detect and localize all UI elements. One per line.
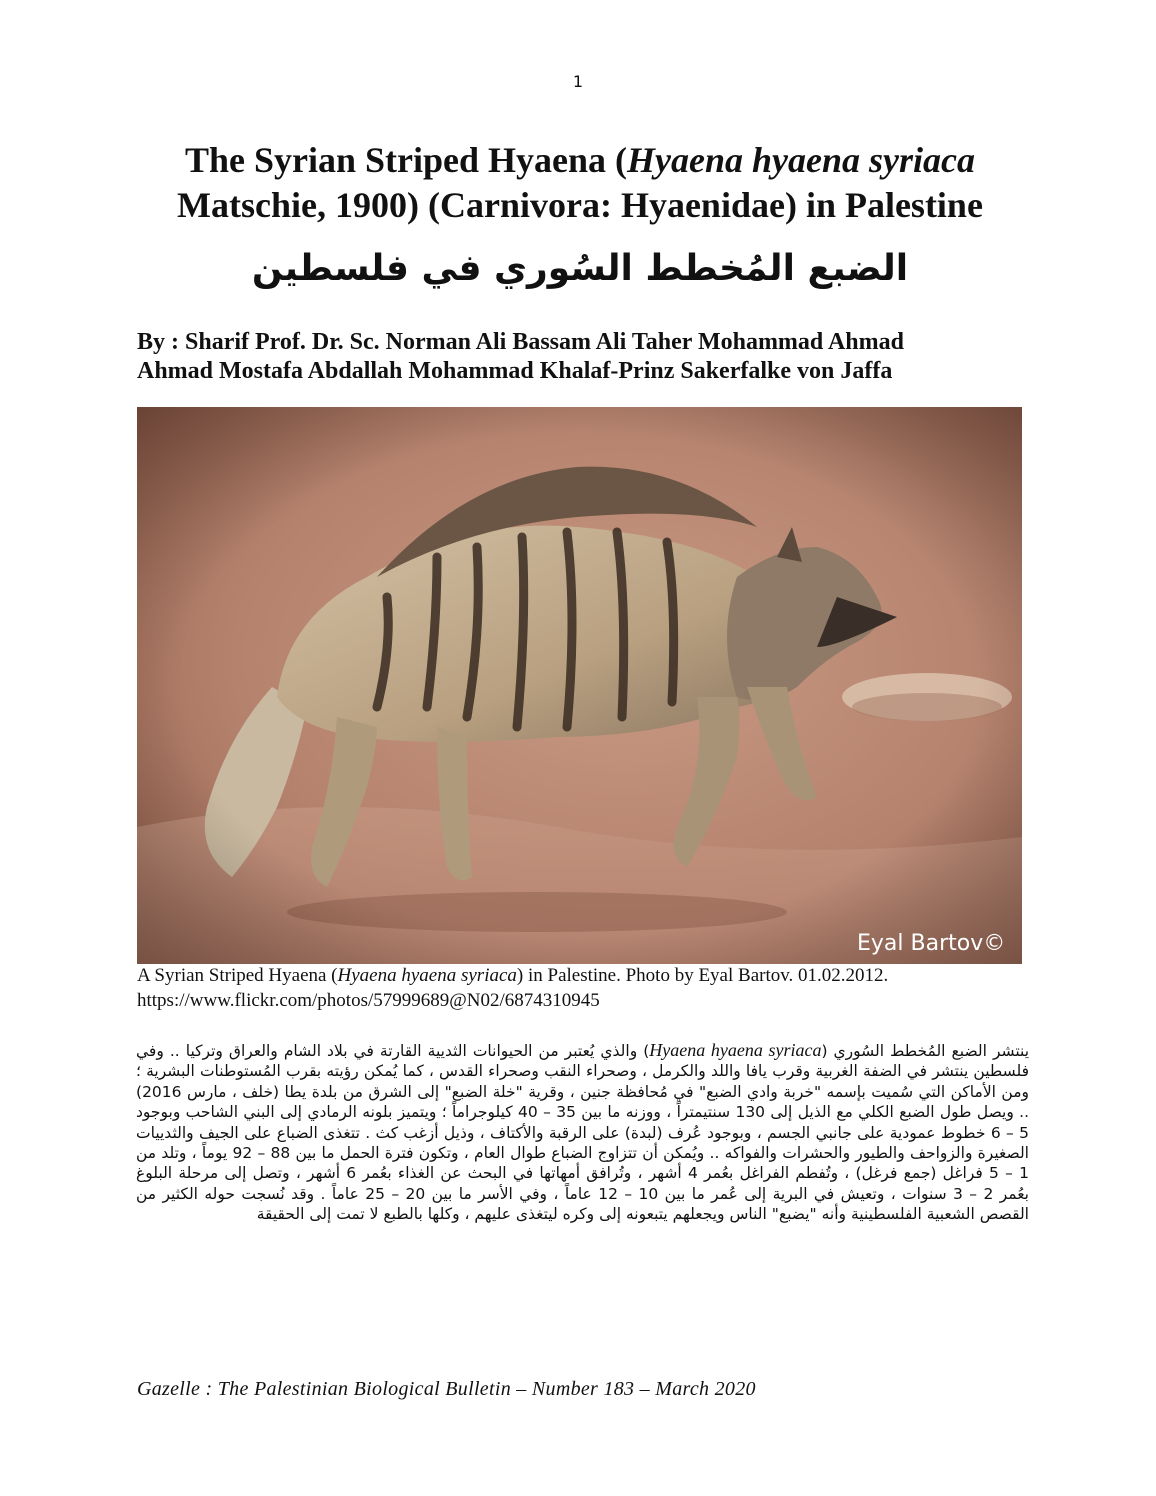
caption-post: ) in Palestine. Photo by Eyal Bartov. 01.02.2012. xyxy=(516,965,889,986)
photo-caption xyxy=(137,963,1027,1013)
caption-pre: A Syrian Striped Hyaena ( xyxy=(137,965,338,986)
body-lead: ينتشر الضبع المُخطط السُوري ( xyxy=(821,1042,1030,1060)
page-number: 1 xyxy=(572,72,584,91)
title-part1: The Syrian Striped Hyaena ( xyxy=(184,140,628,180)
photo-watermark: Eyal Bartov© xyxy=(857,931,1006,956)
caption-line1 xyxy=(137,963,1027,988)
byline xyxy=(137,328,1037,386)
hyaena-photo xyxy=(137,407,1022,964)
journal-footer: Gazelle : The Palestinian Biological Bulletin – Number 183 – March 2020 xyxy=(137,1378,756,1400)
caption-species: Hyaena hyaena syriaca xyxy=(337,965,517,986)
byline-line2: Ahmad Mostafa Abdallah Mohammad Khalaf-Prinz Sakerfalke von Jaffa xyxy=(137,358,893,384)
arabic-title: الضبع المُخطط السُوري في فلسطين xyxy=(251,248,909,289)
arabic-body-paragraph xyxy=(136,1040,1029,1225)
caption-url: https://www.flickr.com/photos/57999689@N02/6874310945 xyxy=(137,990,600,1011)
title-species: Hyaena hyaena syriaca xyxy=(627,140,975,180)
title-part2: Matschie, 1900) (Carnivora: Hyaenidae) in Palestine xyxy=(177,185,983,225)
body-species-latin: Hyaena hyaena syriaca xyxy=(649,1040,822,1060)
byline-line1: By : Sharif Prof. Dr. Sc. Norman Ali Bassam Ali Taher Mohammad Ahmad xyxy=(137,329,904,355)
hyaena-illustration xyxy=(137,407,1022,964)
body-text: ) والذي يُعتبر من الحيوانات الثديية القارتة في بلاد الشام والعراق وتركيا .. وفي فلسطين ينتشر في الضفة الغربية وقرب يافا واللد والكرمل ، وصحراء النقب وصحراء القدس ، كما يُمكن رؤيته بقرب المُستوطنات البشرية ؛ ومن الأماكن التي سُميت بإسمه "خربة وادي الضبع" في مُحافظة جنين ، وقرية "خلة الضبع" إلى الشرق من بلدة يطا (خلف ، مارس 2016) .. ويصل طول الضبع الكلي مع الذيل إلى 130 سنتيمتراً ، ووزنه ما بين 35 – 40 كيلوجراماً ؛ ويتميز بلونه الرمادي إلى البني الشاحب وبوجود 5 – 6 خطوط عمودية على جانبي الجسم ، وبوجود عُرف (لبدة) على الرقبة والأكتاف ، وذيل أزغب كث . تتغذى الضباع على الجيف والثدييات الصغيرة والزواحف والطيور والحشرات والفواكه .. ويُمكن أن تتزاوج الضباع طوال العام ، وتكون فترة الحمل ما بين 88 – 92 يوماً ، وتلد من 1 – 5 فراغل (جمع فرغل) ، وتُفطم الفراغل بعُمر 4 أشهر ، وتُرافق أمهاتها في البحث عن الغذاء بعُمر 6 أشهر ، وتصل إلى مرحلة البلوغ بعُمر 2 – 3 سنوات ، وتعيش في البرية إلى عُمر ما بين 10 – 12 عاماً ، وفي الأسر ما بين 20 – 25 عاماً . وقد نُسجت حوله الكثير من القصص الشعبية الفلسطينية وأنه "يضبع" الناس ويجعلهم يتبعونه إلى وكره ليتغذى عليهم ، وكلها بالطبع لا تمت إلى الحقيقة xyxy=(136,1042,1030,1224)
article-title xyxy=(120,138,1040,228)
